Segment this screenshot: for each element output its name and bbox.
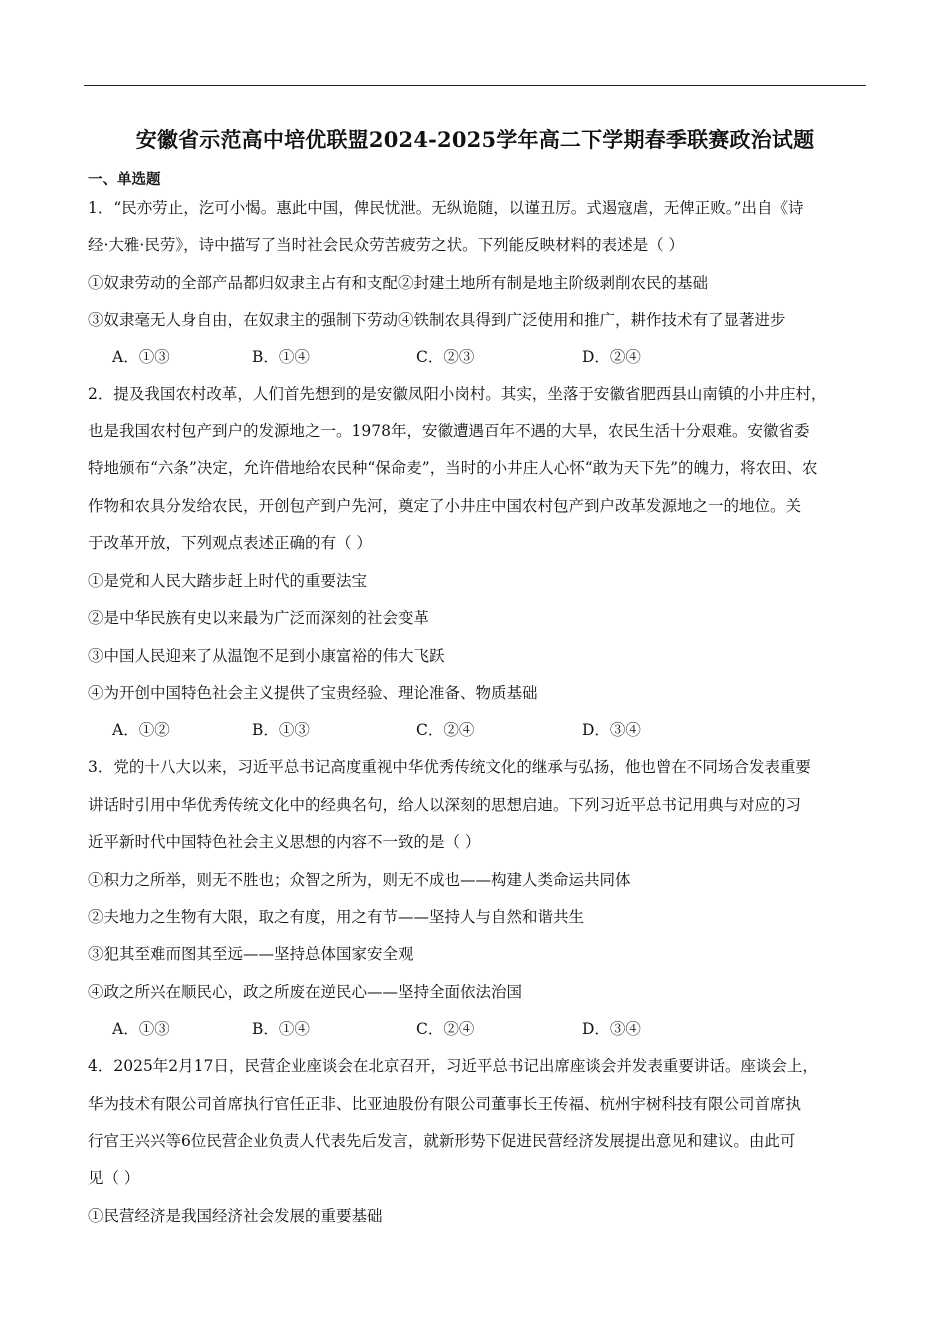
question-2-stem-line: 2．提及我国农村改革，人们首先想到的是安徽凤阳小岗村。其实，坐落于安徽省肥西县山南镇的小井庄村， (88, 385, 827, 403)
question-4-stem-line: 行官王兴兴等6位民营企业负责人代表先后发言，就新形势下促进民营经济发展提出意见和建议。由此可 (88, 1132, 796, 1150)
question-4-stem-line: 4．2025年2月17日，民营企业座谈会在北京召开，习近平总书记出席座谈会并发表重要讲话。座谈会上， (88, 1057, 818, 1075)
question-3-stem-line: 近平新时代中国特色社会主义思想的内容不一致的是（ ） (88, 833, 481, 851)
section-heading: 一、单选题 (88, 172, 161, 188)
question-2-stem-line: 于改革开放，下列观点表述正确的有（ ） (88, 534, 372, 552)
question-1-stem-line: 1．“民亦劳止，汔可小愒。惠此中国，俾民忧泄。无纵诡随，以谨丑厉。式遏寇虐，无俾正败。”出自《诗 (88, 199, 804, 217)
header-rule (84, 85, 866, 86)
question-2-stem-line: 也是我国农村包产到户的发源地之一。1978年，安徽遭遇百年不遇的大旱，农民生活十分艰难。安徽省委 (88, 422, 810, 440)
question-2-stem-line: 作物和农具分发给农民，开创包产到户先河，奠定了小井庄中国农村包产到户改革发源地之一的地位。关 (88, 497, 802, 515)
question-4-stem-line: 华为技术有限公司首席执行官任正非、比亚迪股份有限公司董事长王传福、杭州宇树科技有限公司首席执 (88, 1095, 802, 1113)
question-3-stem-line: 讲话时引用中华优秀传统文化中的经典名句，给人以深刻的思想启迪。下列习近平总书记用典与对应的习 (88, 796, 802, 814)
option-c: C．②③ (416, 348, 475, 366)
question-1-statement: ③奴隶毫无人身自由，在奴隶主的强制下劳动④铁制农具得到广泛使用和推广，耕作技术有了显著进步 (88, 311, 786, 329)
option-c: C．②④ (416, 721, 475, 739)
option-b: B．①④ (252, 348, 310, 366)
question-3-statement: ④政之所兴在顺民心，政之所废在逆民心——坚持全面依法治国 (88, 983, 523, 1001)
option-d: D．③④ (582, 1020, 641, 1038)
question-3-statement: ③犯其至难而图其至远——坚持总体国家安全观 (88, 945, 414, 963)
question-3-statement: ①积力之所举，则无不胜也；众智之所为，则无不成也——构建人类命运共同体 (88, 871, 631, 889)
question-1-stem-line: 经·大雅·民劳》，诗中描写了当时社会民众劳苦疲劳之状。下列能反映材料的表述是（ ） (88, 236, 685, 254)
question-2-stem-line: 特地颁布“六条”决定，允许借地给农民种“保命麦”，当时的小井庄人心怀“敢为天下先”的魄力，将农田、农 (88, 459, 818, 477)
option-a: A．①③ (112, 348, 170, 366)
option-b: B．①③ (252, 721, 310, 739)
question-2-statement: ①是党和人民大踏步赶上时代的重要法宝 (88, 572, 368, 590)
option-c: C．②④ (416, 1020, 475, 1038)
question-4-stem-line: 见（ ） (88, 1169, 140, 1187)
question-3-stem-line: 3．党的十八大以来，习近平总书记高度重视中华优秀传统文化的继承与弘扬，他也曾在不同场合发表重要 (88, 758, 811, 776)
option-d: D．③④ (582, 721, 641, 739)
question-4-statement: ①民营经济是我国经济社会发展的重要基础 (88, 1207, 383, 1225)
question-2-statement: ④为开创中国特色社会主义提供了宝贵经验、理论准备、物质基础 (88, 684, 538, 702)
option-a: A．①③ (112, 1020, 170, 1038)
option-b: B．①④ (252, 1020, 310, 1038)
page-title: 安徽省示范高中培优联盟2024-2025学年高二下学期春季联赛政治试题 (135, 127, 815, 152)
question-3-statement: ②夫地力之生物有大限，取之有度，用之有节——坚持人与自然和谐共生 (88, 908, 585, 926)
option-d: D．②④ (582, 348, 641, 366)
question-1-statement: ①奴隶劳动的全部产品都归奴隶主占有和支配②封建土地所有制是地主阶级剥削农民的基础 (88, 274, 709, 292)
question-2-statement: ②是中华民族有史以来最为广泛而深刻的社会变革 (88, 609, 430, 627)
question-2-statement: ③中国人民迎来了从温饱不足到小康富裕的伟大飞跃 (88, 647, 445, 665)
option-a: A．①② (112, 721, 170, 739)
